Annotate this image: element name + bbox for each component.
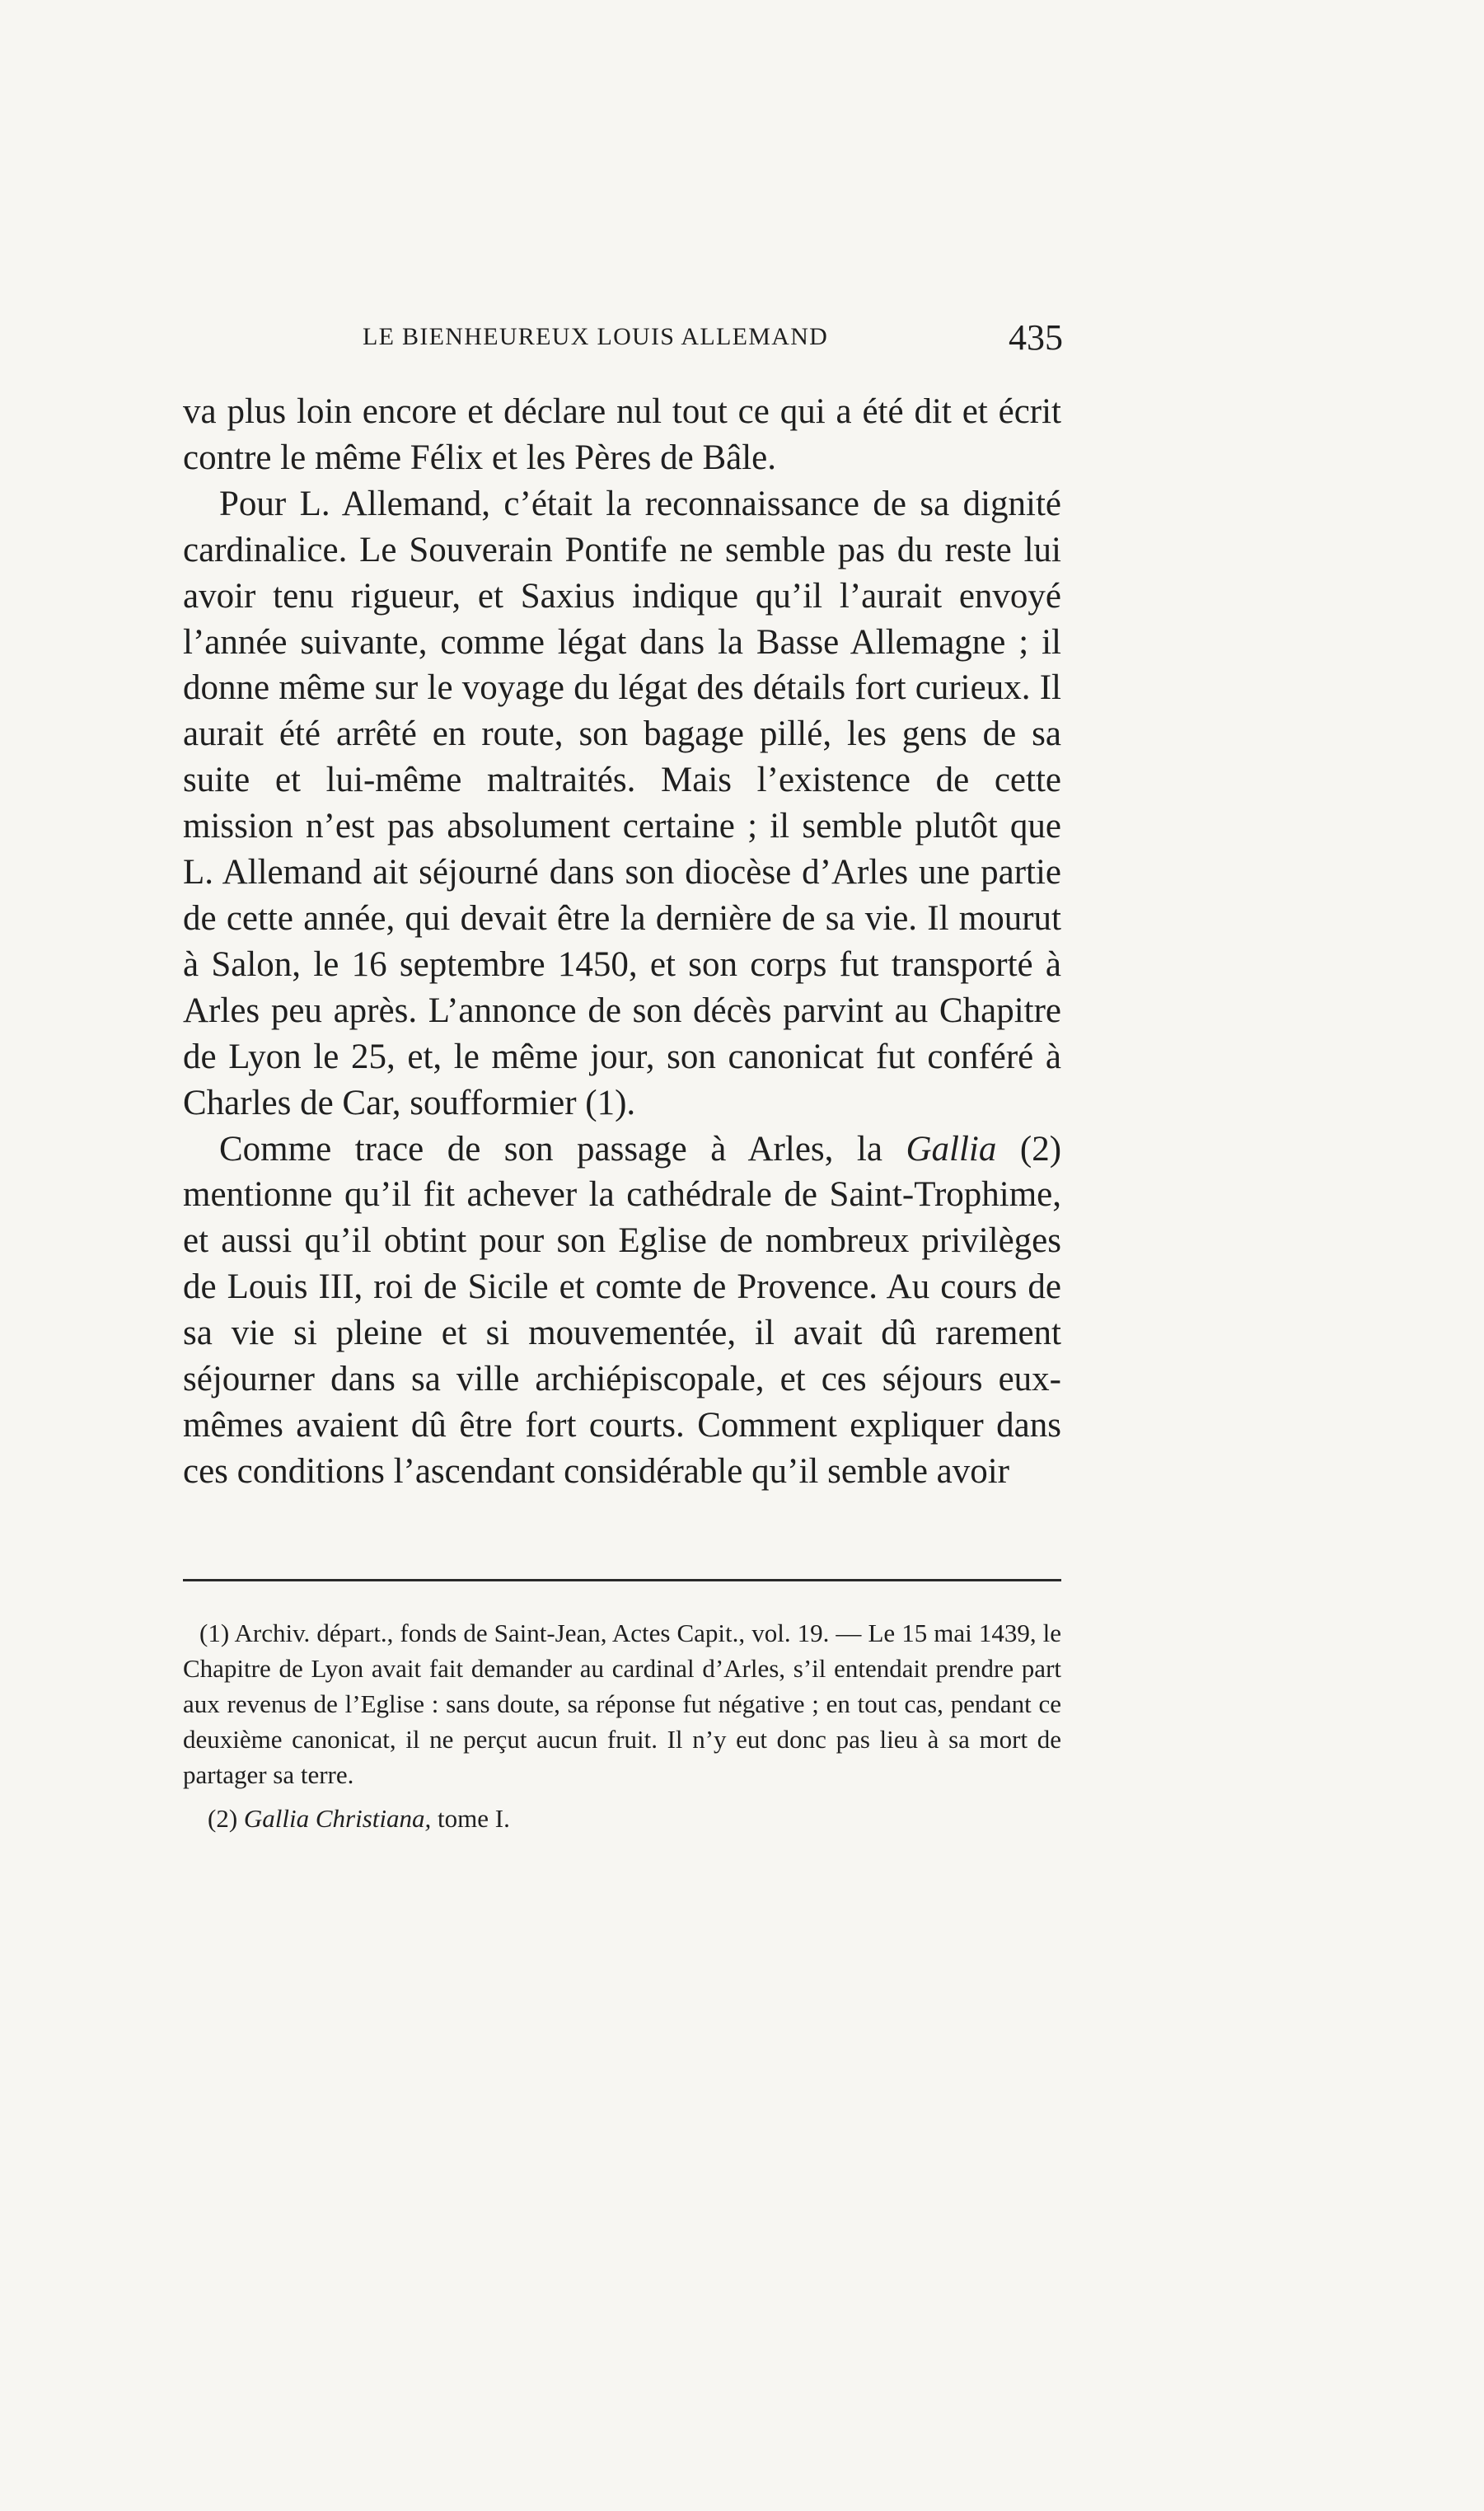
running-title: LE BIENHEUREUX LOUIS ALLEMAND xyxy=(363,323,829,350)
main-text xyxy=(183,389,1061,1495)
footnote-1: (1) Archiv. départ., fonds de Saint-Jean, Actes Capit., vol. 19. — Le 15 mai 1439, le Chapitre de Lyon avait fait demander au cardinal d’Arles, s’il entendait prendre part aux revenus de l’Eglise : sans doute, sa réponse fut négative ; en tout cas, pendant ce deuxième canonicat, il ne perçut aucun fruit. Il n’y eut donc pas lieu à sa mort de partager sa terre. xyxy=(183,1619,1061,1789)
paragraph-arles-text-b: (2) mentionne qu’il fit achever la cathédrale de Saint-Trophime, et aussi qu’il obtint pour son Eglise de nombreux privilèges de Louis III, roi de Sicile et comte de Provence. Au cours de sa vie si pleine et si mouvementée, il avait dû rarement séjourner dans sa ville archiépiscopale, et ces séjours eux-mêmes avaient dû être fort courts. Comment expliquer dans ces conditions l’ascendant considérable qu’il semble avoir xyxy=(183,1129,1062,1491)
footnote-2-number: (2) xyxy=(208,1804,244,1833)
paragraph-continuation: va plus loin encore et déclare nul tout ce qui a été dit et écrit contre le même Félix et les Pères de Bâle. xyxy=(183,392,1061,477)
footnote-2 xyxy=(183,1801,1061,1836)
paragraph-allemand: Pour L. Allemand, c’était la reconnaissance de sa dignité cardinalice. Le Souverain Pontife ne semble pas du reste lui avoir tenu rigueur, et Saxius indique qu’il l’aurait envoyé l’année suivante, comme légat dans la Basse Allemagne ; il donne même sur le voyage du légat des détails fort curieux. Il aurait été arrêté en route, son bagage pillé, les gens de sa suite et lui-même maltraités. Mais l’existence de cette mission n’est pas absolument certaine ; il semble plutôt que L. Allemand ait séjourné dans son diocèse d’Arles une partie de cette année, qui devait être la dernière de sa vie. Il mourut à Salon, le 16 septembre 1450, et son corps fut transporté à Arles peu après. L’annonce de son décès parvint au Chapitre de Lyon le 25, et, le même jour, son canonicat fut conféré à Charles de Car, soufformier (1). xyxy=(183,484,1061,1122)
footnote-2-title: Gallia Christiana, xyxy=(243,1804,432,1833)
footnote-divider xyxy=(183,1579,1061,1581)
paragraph-arles-text-a: Comme trace de son passage à Arles, la xyxy=(219,1129,906,1169)
paragraph-arles xyxy=(183,1127,1061,1495)
footnote-2-rest: tome I. xyxy=(431,1804,510,1833)
footnotes xyxy=(183,1615,1061,1844)
gallia-title: Gallia xyxy=(906,1129,997,1169)
page-number: 435 xyxy=(1009,317,1063,358)
page-header xyxy=(183,317,1063,379)
